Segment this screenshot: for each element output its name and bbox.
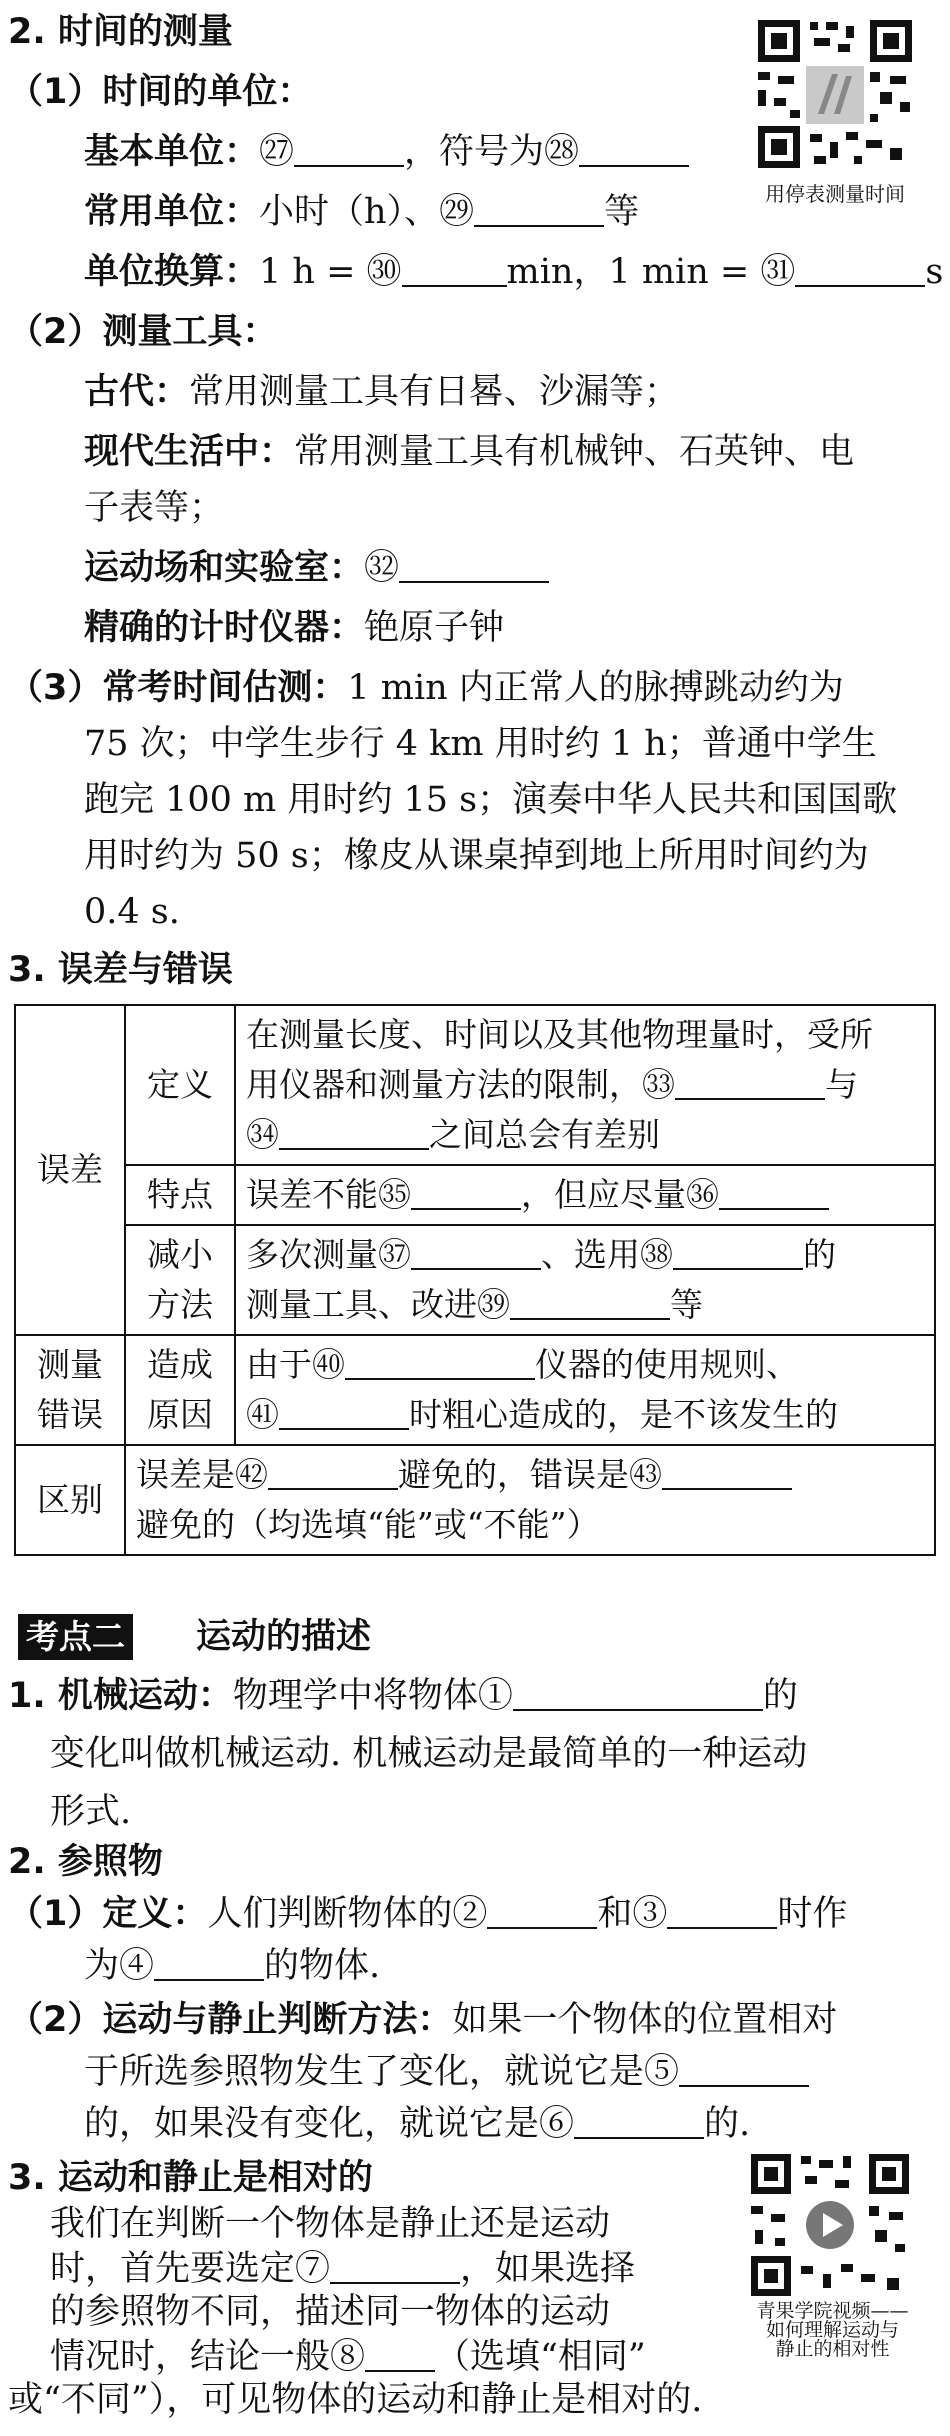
basic-unit-label: 基本单位： [84,132,260,172]
judge-text: 如果一个物体的位置相对 [452,2000,838,2040]
judge-line-2 [84,2046,809,2098]
basic-unit-line [84,126,689,178]
sport-label: 运动场和实验室： [84,548,365,588]
blank-num: ㉙ [439,192,475,232]
relative-line-1: 我们在判断一个物体是静止还是运动 [50,2204,611,2244]
judge-text: 于所选参照物发生了变化，就说它是 [84,2052,645,2092]
relative-line-5: 或“不同”），可见物体的运动和静止是相对的. [8,2380,703,2420]
answer-blank [474,189,604,227]
reference-title: 2. 参照物 [8,1842,163,1882]
mistake-label [15,1335,125,1445]
cause-cell [235,1335,935,1445]
section-title-time: 2. 时间的测量 [8,12,233,52]
relative-line-2 [50,2246,635,2291]
reduce-text: 、选用 [541,1235,640,1274]
relative-text: ，如果选择 [460,2249,636,2289]
precise-label: 精确的计时仪器： [84,608,365,648]
error-table [14,1004,936,1556]
def-line [246,1060,924,1110]
estimate-text: 1 min 内正常人的脉搏跳动约为 [347,668,844,708]
reference-def-line-2 [84,1940,380,1992]
blank-num: ㊲ [378,1235,411,1274]
conversion-text: min，1 min = [506,252,761,292]
mistake-label-1: 测量 [37,1345,103,1384]
answer-blank [510,1282,670,1320]
blank-num: ㉞ [246,1115,279,1154]
modern-line-2: 子表等； [84,488,225,528]
blank-num: ④ [119,1946,155,1986]
blank-num: ① [477,1676,513,1716]
reduce-line [246,1280,924,1330]
def-text: 用仪器和测量方法的限制， [246,1065,642,1104]
answer-blank [579,129,689,167]
answer-blank [154,1943,264,1981]
def-text: 为 [84,1946,120,1986]
answer-blank [345,1342,535,1380]
blank-num: ㊷ [235,1455,268,1494]
reduce-text: 测量工具、改进 [246,1285,477,1324]
estimate-line-5: 0.4 s. [84,892,180,932]
answer-blank [402,249,507,287]
motion-label: 1. 机械运动： [8,1676,233,1716]
conversion-label: 单位换算： [84,252,260,292]
table-row [15,1225,935,1335]
estimate-line-2: 75 次；中学生步行 4 km 用时约 1 h；普通中学生 [84,724,877,764]
qr-video-caption [720,2302,945,2359]
common-unit-line [84,186,639,238]
motion-text: 物理学中将物体 [232,1676,478,1716]
estimate-line-3: 跑完 100 m 用时约 15 s；演奏中华人民共和国国歌 [84,780,898,820]
blank-num: ㊳ [640,1235,673,1274]
relative-text: 时，首先要选定 [50,2249,296,2289]
answer-blank [675,1062,825,1100]
judge-label: （2）运动与静止判断方法： [8,2000,453,2040]
cause-text: 由于 [246,1345,312,1384]
cause-label-2: 原因 [147,1395,213,1434]
diff-line: 避免的（均选填“能”或“不能”） [136,1505,600,1544]
common-unit-label: 常用单位： [84,192,260,232]
table-row [15,1335,935,1445]
table-row [15,1005,935,1165]
answer-blank [268,1452,398,1490]
reference-def-line-1 [8,1888,847,1940]
blank-num: ㊵ [312,1345,345,1384]
estimate-line-4: 用时约为 50 s；橡皮从课桌掉到地上所用时间约为 [84,836,869,876]
cause-text: 仪器的使用规则、 [535,1345,799,1384]
section-title-error: 3. 误差与错误 [8,950,233,990]
answer-blank [365,2334,435,2372]
def-text: 与 [825,1065,858,1104]
feat-text: 误差不能 [246,1175,378,1214]
diff-line [136,1450,924,1500]
answer-blank [795,249,925,287]
reduce-line [246,1230,924,1280]
def-text: 时作 [777,1894,848,1934]
precise-text: 铯原子钟 [364,608,505,648]
subsection-tools: （2）测量工具： [8,312,278,352]
blank-num: ㉜ [364,548,400,588]
qr-code-video-icon[interactable] [745,2150,915,2300]
answer-blank [487,1891,597,1929]
cause-line [246,1340,924,1390]
blank-num: ㉘ [544,132,580,172]
reduce-label-2: 方法 [147,1285,213,1324]
relative-text: 情况时，结论一般 [50,2337,331,2377]
judge-line-3 [84,2098,750,2150]
reduce-text: 多次测量 [246,1235,378,1274]
answer-blank [667,1891,777,1929]
blank-num: ㊴ [477,1285,510,1324]
def-text: 之间总会有差别 [429,1115,660,1154]
kaodian-badge: 考点二 [18,1614,133,1660]
cause-text: 时粗心造成的，是不该发生的 [409,1395,838,1434]
blank-num: ㊶ [246,1395,279,1434]
relative-line-4 [50,2334,646,2379]
diff-text: 误差是 [136,1455,235,1494]
answer-blank [673,1232,803,1270]
modern-label: 现代生活中： [84,432,295,472]
table-row [15,1445,935,1555]
judge-line-1 [8,1994,837,2046]
feat-text: ，但应尽量 [521,1175,686,1214]
common-unit-end: 等 [604,192,640,232]
blank-num: ㉛ [760,252,796,292]
def-label: 定义 [125,1005,235,1165]
def-line: 在测量长度、时间以及其他物理量时，受所 [246,1015,873,1054]
qr-caption: 用停表测量时间 [765,182,905,206]
judge-text: 的. [704,2104,751,2144]
def-cell [235,1005,935,1165]
estimate-line-1 [8,662,844,714]
answer-blank [279,1392,409,1430]
diff-label: 区别 [15,1445,125,1555]
precise-line [84,602,504,654]
def-text: 和 [597,1894,633,1934]
def-text: 人们判断物体的 [207,1894,453,1934]
blank-num: ㉝ [642,1065,675,1104]
answer-blank [679,2049,809,2087]
blank-num: ⑧ [330,2337,366,2377]
qr-video-caption-1: 青果学院视频—— [756,2300,909,2322]
feature-label: 特点 [125,1165,235,1225]
basic-unit-mid: ，符号为 [404,132,545,172]
motion-text: 的 [762,1676,798,1716]
cause-line [246,1390,924,1440]
reduce-label-1: 减小 [147,1235,213,1274]
def-text: 的物体. [264,1946,381,1986]
answer-blank [719,1172,829,1210]
judge-text: 的，如果没有变化，就说它是 [84,2104,540,2144]
motion-line-1 [8,1670,798,1722]
kaodian-title: 运动的描述 [196,1617,372,1657]
feature-cell [235,1165,935,1225]
blank-num: ③ [632,1894,668,1934]
blank-num: ⑦ [295,2249,331,2289]
modern-line [84,426,854,478]
conversion-text: 1 h = [259,252,367,292]
conversion-text: s [925,252,944,292]
answer-blank [294,129,404,167]
relative-text: （选填“相同” [435,2337,646,2377]
motion-line-3: 形式. [50,1792,132,1832]
blank-num: ㉚ [366,252,402,292]
blank-num: ⑥ [539,2104,575,2144]
blank-num: ② [452,1894,488,1934]
ancient-label: 古代： [84,372,190,412]
motion-line-2: 变化叫做机械运动. 机械运动是最简单的一种运动 [50,1734,808,1774]
blank-num: ㉟ [378,1175,411,1214]
def-line [246,1110,924,1160]
answer-blank [574,2101,704,2139]
subsection-time-units: （1）时间的单位： [8,72,313,112]
reduce-cell [235,1225,935,1335]
ancient-line [84,366,679,418]
diff-text: 避免的，错误是 [398,1455,629,1494]
ancient-text: 常用测量工具有日晷、沙漏等； [189,372,680,412]
estimate-label: （3）常考时间估测： [8,668,348,708]
blank-num: ㊱ [686,1175,719,1214]
qr-video-caption-3: 静止的相对性 [775,2338,890,2360]
answer-blank [662,1452,792,1490]
reduce-text: 的 [803,1235,836,1274]
modern-text: 常用测量工具有机械钟、石英钟、电 [294,432,855,472]
answer-blank [330,2246,460,2284]
diff-cell [125,1445,935,1555]
table-row [15,1165,935,1225]
answer-blank [399,545,549,583]
blank-num: ⑤ [644,2052,680,2092]
blank-num: ㊸ [629,1455,662,1494]
cause-label [125,1335,235,1445]
sport-line [84,542,549,594]
cause-label-1: 造成 [147,1345,213,1384]
relative-title: 3. 运动和静止是相对的 [8,2158,373,2198]
answer-blank [411,1172,521,1210]
qr-video-caption-2: 如何理解运动与 [765,2319,899,2341]
common-unit-text: 小时（h）、 [259,192,440,232]
mistake-label-2: 错误 [37,1395,103,1434]
reduce-label [125,1225,235,1335]
reduce-text: 等 [670,1285,703,1324]
answer-blank [411,1232,541,1270]
qr-code-icon[interactable] [750,14,920,174]
unit-conversion-line [84,246,943,298]
answer-blank [513,1673,763,1711]
relative-line-3: 的参照物不同，描述同一物体的运动 [50,2292,611,2332]
blank-num: ㉗ [259,132,295,172]
def-label: （1）定义： [8,1894,208,1934]
answer-blank [279,1112,429,1150]
error-label: 误差 [15,1005,125,1335]
